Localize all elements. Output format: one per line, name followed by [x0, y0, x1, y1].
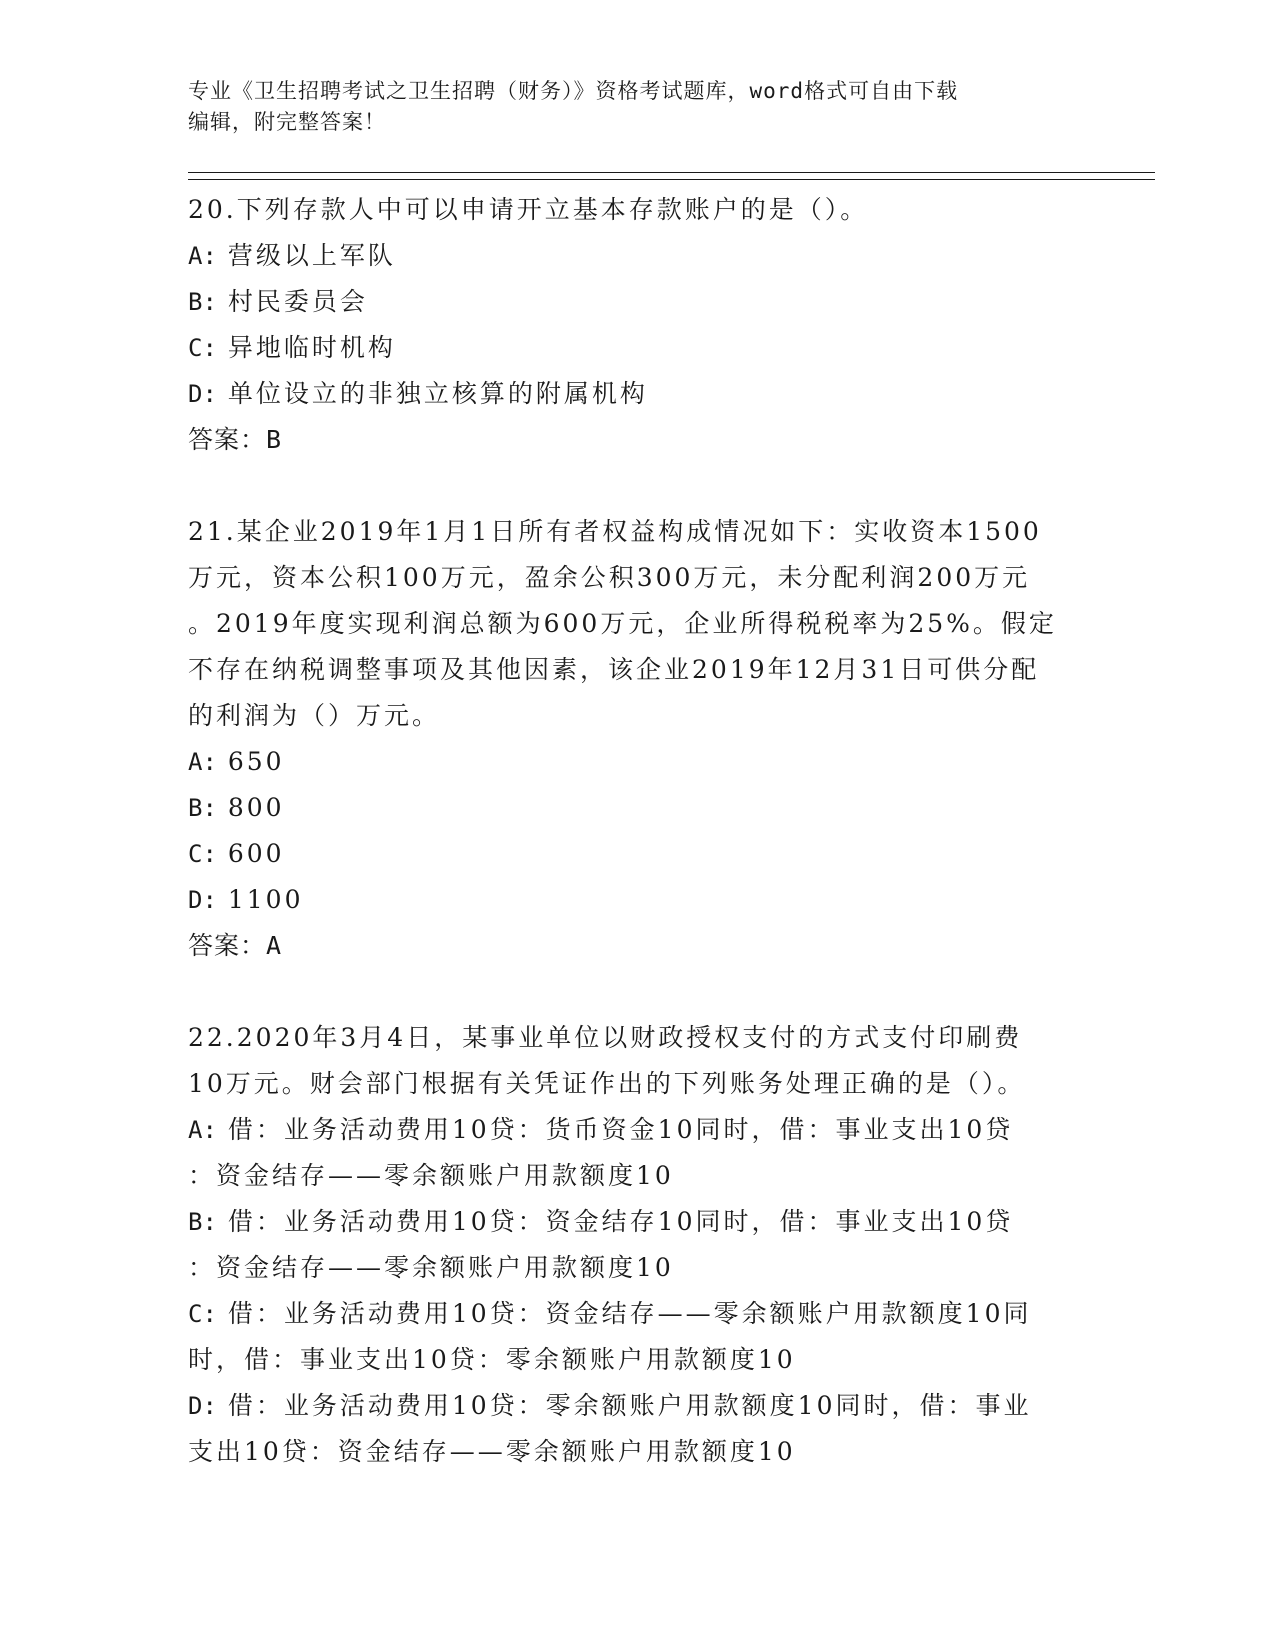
option-letter: D: [188, 886, 217, 914]
question-text: 20.下列存款人中可以申请开立基本存款账户的是（）。 [188, 195, 869, 224]
option-c [188, 325, 1088, 371]
question-text-line: 22.2020年3月4日，某事业单位以财政授权支付的方式支付印刷费 [188, 1023, 1023, 1052]
option-text: 600 [216, 839, 285, 868]
option-letter: B: [188, 288, 217, 316]
option-text: 借：业务活动费用10贷：资金结存——零余额账户用款额度10同 [216, 1299, 1032, 1328]
question-text-line: 21.某企业2019年1月1日所有者权益构成情况如下：实收资本1500 [188, 517, 1042, 546]
question-text-line: 。2019年度实现利润总额为600万元，企业所得税税率为25%。假定 [188, 609, 1057, 638]
option-letter: B: [188, 794, 217, 822]
option-a [188, 739, 1088, 785]
header-divider-bottom [188, 179, 1155, 180]
option-a-continued: ：资金结存——零余额账户用款额度10 [188, 1161, 674, 1190]
option-b [188, 1199, 1088, 1245]
answer-line: 答案：A [188, 931, 283, 960]
question-22 [188, 1015, 1088, 1475]
option-text: 800 [216, 793, 285, 822]
option-d [188, 371, 1088, 417]
question-text-line: 的利润为（）万元。 [188, 701, 441, 730]
option-text: 营级以上军队 [216, 241, 396, 270]
option-text: 1100 [216, 885, 304, 914]
option-text: 村民委员会 [216, 287, 368, 316]
question-21 [188, 509, 1088, 969]
option-text: 借：业务活动费用10贷：货币资金10同时，借：事业支出10贷 [216, 1115, 1014, 1144]
question-text-line: 10万元。财会部门根据有关凭证作出的下列账务处理正确的是（）。 [188, 1069, 1026, 1098]
option-text: 650 [216, 747, 285, 776]
option-letter: A: [188, 748, 217, 776]
option-letter: A: [188, 242, 217, 270]
question-list [188, 187, 1088, 1475]
option-a [188, 1107, 1088, 1153]
option-a [188, 233, 1088, 279]
spacer [188, 969, 1088, 1015]
spacer [188, 463, 1088, 509]
option-text: 借：业务活动费用10贷：零余额账户用款额度10同时，借：事业 [216, 1391, 1032, 1420]
option-c-continued: 时，借：事业支出10贷：零余额账户用款额度10 [188, 1345, 796, 1374]
header-note-line-2: 编辑，附完整答案！ [188, 110, 386, 134]
option-c [188, 1291, 1088, 1337]
answer-line: 答案：B [188, 425, 283, 454]
option-letter: C: [188, 1300, 217, 1328]
question-20 [188, 187, 1088, 463]
option-c [188, 831, 1088, 877]
option-letter: A: [188, 1116, 217, 1144]
question-text-line: 万元，资本公积100万元，盈余公积300万元，未分配利润200万元 [188, 563, 1031, 592]
option-d [188, 1383, 1088, 1429]
question-text-line: 不存在纳税调整事项及其他因素，该企业2019年12月31日可供分配 [188, 655, 1040, 684]
header-divider-top [188, 172, 1155, 173]
option-b [188, 785, 1088, 831]
option-letter: B: [188, 1208, 217, 1236]
option-text: 单位设立的非独立核算的附属机构 [216, 379, 648, 408]
option-letter: C: [188, 334, 217, 362]
option-d [188, 877, 1088, 923]
option-d-continued: 支出10贷：资金结存——零余额账户用款额度10 [188, 1437, 796, 1466]
option-b-continued: ：资金结存——零余额账户用款额度10 [188, 1253, 674, 1282]
option-b [188, 279, 1088, 325]
option-text: 异地临时机构 [216, 333, 396, 362]
option-letter: C: [188, 840, 217, 868]
header-note [188, 76, 1088, 138]
option-text: 借：业务活动费用10贷：资金结存10同时，借：事业支出10贷 [216, 1207, 1014, 1236]
option-letter: D: [188, 380, 217, 408]
header-note-line-1: 专业《卫生招聘考试之卫生招聘（财务）》资格考试题库，word格式可自由下载 [188, 79, 959, 103]
option-letter: D: [188, 1392, 217, 1420]
